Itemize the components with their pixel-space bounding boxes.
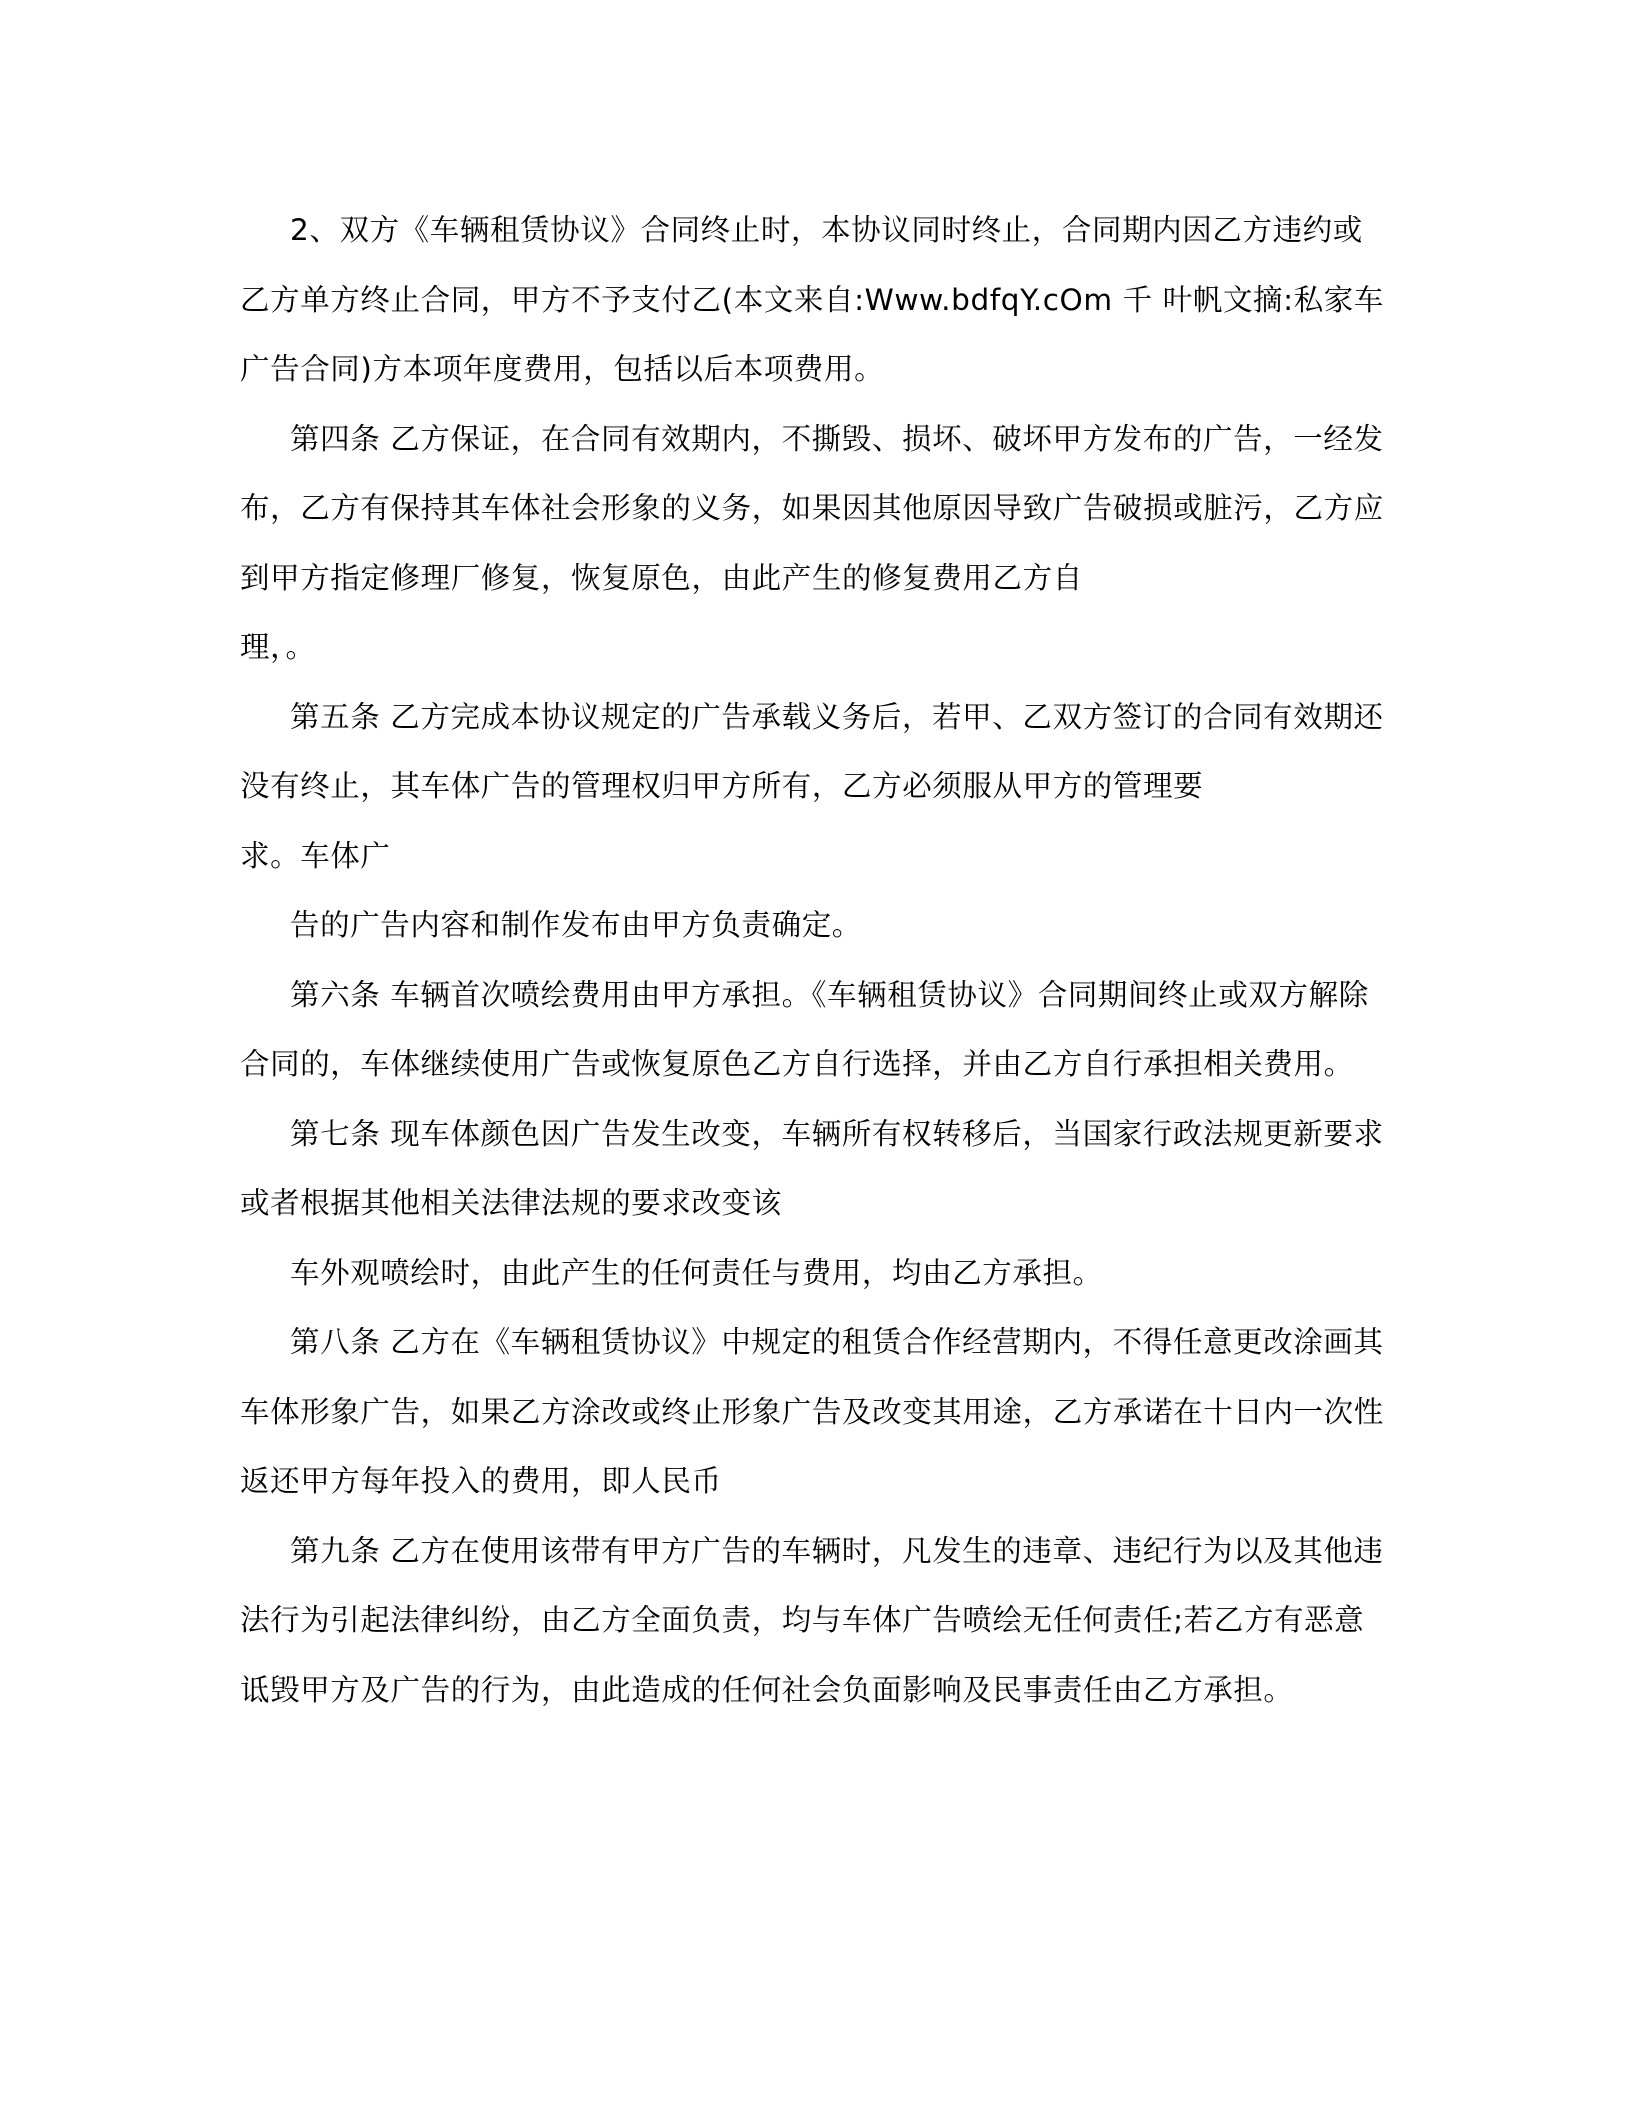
paragraph-article-5: 第五条 乙方完成本协议规定的广告承载义务后，若甲、乙双方签订的合同有效期还没有终止，其车体广告的管理权归甲方所有，乙方必须服从甲方的管理要 <box>240 699 1384 803</box>
paragraph-article-5-continued: 求。车体广 <box>240 838 391 873</box>
paragraph-article-5-end: 告的广告内容和制作发布由甲方负责确定。 <box>290 908 862 942</box>
paragraph-article-6: 第六条 车辆首次喷绘费用由甲方承担。《车辆租赁协议》合同期间终止或双方解除合同的，车体继续使用广告或恢复原色乙方自行选择，并由乙方自行承担相关费用。 <box>240 977 1369 1081</box>
paragraph-termination: 2、双方《车辆租赁协议》合同终止时，本协议同时终止，合同期内因乙方违约或乙方单方终止合同，甲方不予支付乙(本文来自:Www.bdfqY.cOm 千 叶帆文摘:私家车广告合同)方本项年度费用，包括以后本项费用。 <box>240 213 1384 386</box>
document-body <box>240 196 1388 1725</box>
paragraph-article-7-continued: 车外观喷绘时，由此产生的任何责任与费用，均由乙方承担。 <box>290 1255 1103 1290</box>
paragraph-article-8: 第八条 乙方在《车辆租赁协议》中规定的租赁合作经营期内，不得任意更改涂画其车体形象广告，如果乙方涂改或终止形象广告及改变其用途，乙方承诺在十日内一次性返还甲方每年投入的费用，即人民币 <box>240 1325 1384 1498</box>
paragraph-article-7: 第七条 现车体颜色因广告发生改变，车辆所有权转移后，当国家行政法规更新要求或者根据其他相关法律法规的要求改变该 <box>240 1116 1384 1220</box>
paragraph-article-9: 第九条 乙方在使用该带有甲方广告的车辆时，凡发生的违章、违纪行为以及其他违法行为引起法律纠纷，由乙方全面负责，均与车体广告喷绘无任何责任;若乙方有恶意诋毁甲方及广告的行为，由此造成的任何社会负面影响及民事责任由乙方承担。 <box>240 1533 1384 1707</box>
paragraph-article-4-continued: 理，。 <box>240 630 316 664</box>
paragraph-article-4: 第四条 乙方保证，在合同有效期内，不撕毁、损坏、破坏甲方发布的广告，一经发布，乙方有保持其车体社会形象的义务，如果因其他原因导致广告破损或脏污，乙方应到甲方指定修理厂修复，恢复原色，由此产生的修复费用乙方自 <box>240 421 1384 595</box>
